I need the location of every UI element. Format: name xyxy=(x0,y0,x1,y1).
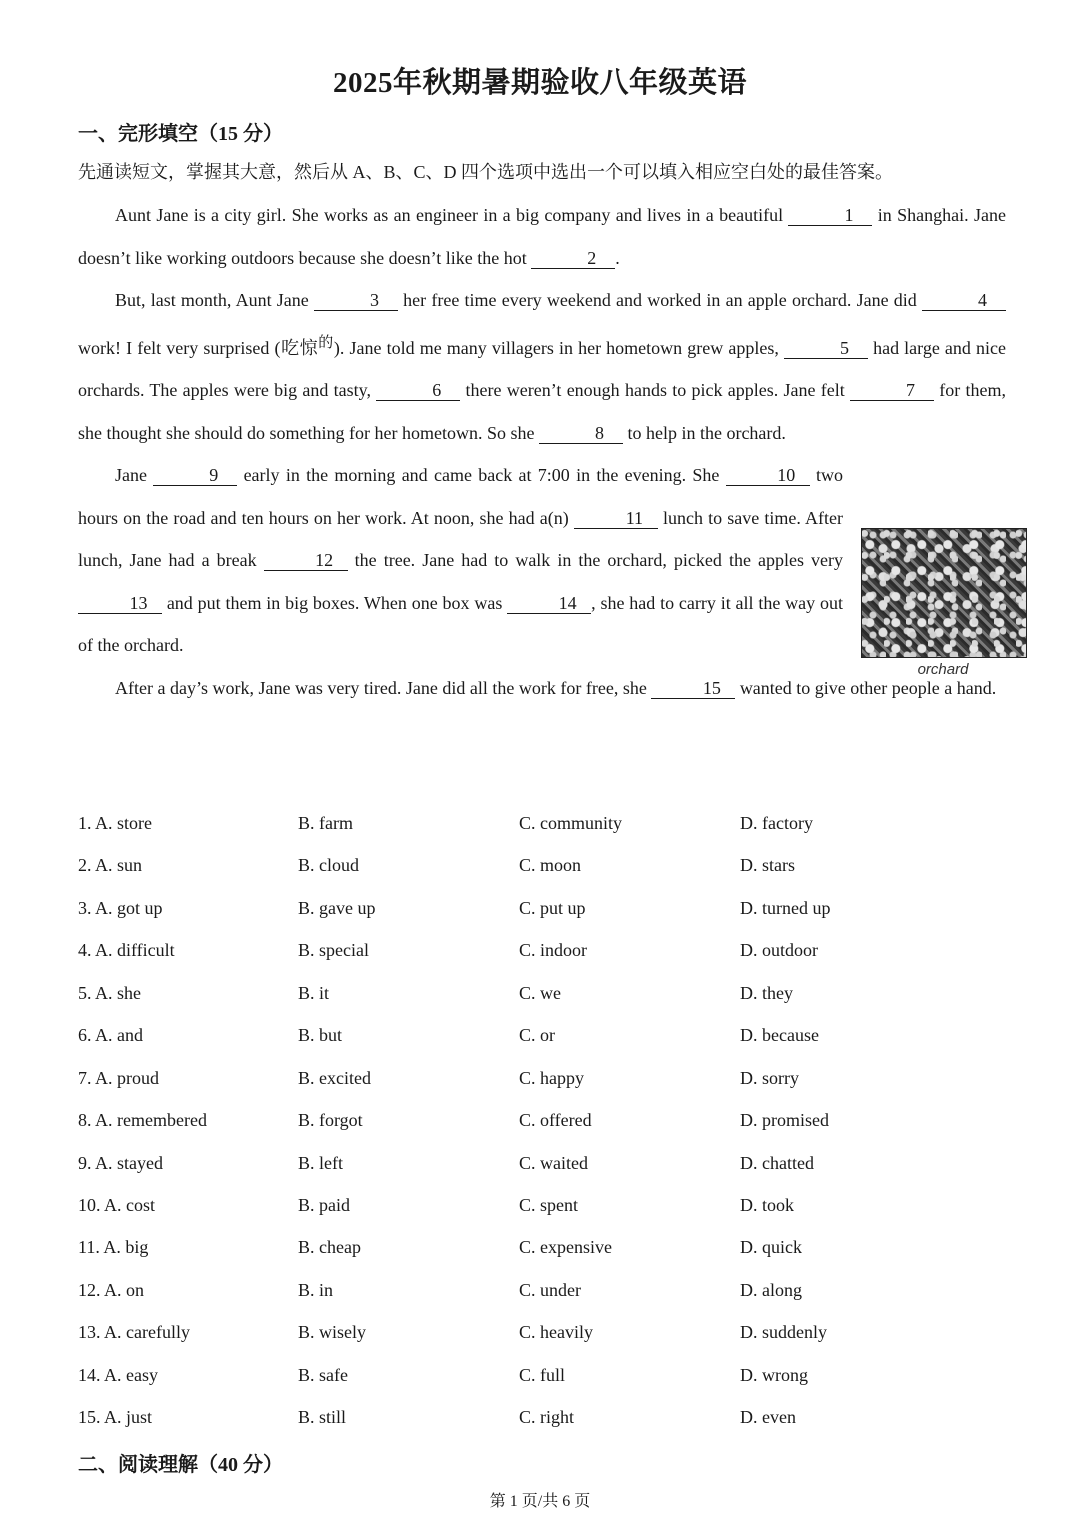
blank-13: 13 xyxy=(78,593,162,614)
option-b: B. cheap xyxy=(298,1237,361,1258)
option-b: B. left xyxy=(298,1152,343,1173)
page-number: 第 1 页/共 6 页 xyxy=(489,1493,591,1510)
option-a: 8. A. remembered xyxy=(78,1110,207,1131)
option-row xyxy=(78,1311,978,1353)
option-row xyxy=(78,1057,978,1099)
option-row xyxy=(78,844,978,886)
option-row xyxy=(78,802,978,844)
option-b: B. it xyxy=(298,982,330,1003)
option-row xyxy=(78,1269,978,1311)
passage-text: , she had to carry it all the way out of the orchard. xyxy=(78,592,843,655)
option-d: D. they xyxy=(740,982,793,1003)
option-a: 1. A. store xyxy=(78,813,152,833)
option-d: D. promised xyxy=(740,1110,829,1131)
option-row xyxy=(78,972,978,1014)
passage-text: the tree. Jane had to walk in the orchard, picked the apples very xyxy=(347,550,843,570)
option-c: C. full xyxy=(519,1364,566,1385)
blank-7: 7 xyxy=(850,380,934,401)
passage-paragraph-3 xyxy=(78,454,843,667)
option-b: B. in xyxy=(298,1279,334,1300)
option-c: C. or xyxy=(519,1025,555,1046)
passage-text: her free time every weekend and worked in an apple orchard. Jane did xyxy=(397,290,922,310)
option-a: 3. A. got up xyxy=(78,897,163,918)
option-c: C. community xyxy=(519,813,622,833)
option-a: 6. A. and xyxy=(78,1025,143,1046)
passage-text: wanted to give other people a hand. xyxy=(735,677,997,698)
option-b: B. cloud xyxy=(298,855,359,876)
passage-text-cn: 吃惊 xyxy=(280,337,319,358)
passage-text: two hours on the road and ten hours on her work. At noon, she had a(n) xyxy=(78,465,844,528)
blank-1: 1 xyxy=(788,205,872,226)
section-heading-cloze: 一、完形填空（15 分） xyxy=(78,123,283,145)
passage-text: and put them in big boxes. When one box was xyxy=(162,592,508,613)
option-row xyxy=(78,1142,978,1184)
option-b: B. special xyxy=(298,940,369,961)
blank-9: 9 xyxy=(153,465,237,486)
option-c: C. we xyxy=(519,982,561,1003)
option-d: D. sorry xyxy=(740,1067,799,1088)
option-row xyxy=(78,1099,978,1141)
blank-4: 4 xyxy=(922,290,1006,311)
passage-text: to help in the orchard. xyxy=(622,422,786,443)
blank-5: 5 xyxy=(784,338,868,359)
passage-text: . xyxy=(615,247,620,268)
option-b: B. farm xyxy=(298,813,353,833)
blank-11: 11 xyxy=(574,508,658,529)
passage-text: for them, she thought she should do something for her hometown. So she xyxy=(78,380,1007,443)
orchard-caption: orchard xyxy=(917,661,969,678)
option-d: D. factory xyxy=(740,813,813,833)
option-a: 9. A. stayed xyxy=(78,1152,163,1173)
passage-paragraph-1 xyxy=(78,194,1006,279)
passage-paragraph-2 xyxy=(78,279,1006,454)
option-c: C. happy xyxy=(519,1067,584,1088)
option-b: B. but xyxy=(298,1025,343,1046)
passage-text: work! I felt very surprised ( xyxy=(78,337,281,358)
blank-3: 3 xyxy=(314,290,398,311)
cloze-instruction: 先通读短文，掌握其大意，然后从 A、B、C、D 四个选项中选出一个可以填入相应空白处的最佳答案。 xyxy=(78,162,894,182)
blank-15: 15 xyxy=(651,678,735,699)
option-row xyxy=(78,887,978,929)
blank-12: 12 xyxy=(264,550,348,571)
option-d: D. wrong xyxy=(740,1364,808,1385)
option-a: 14. A. easy xyxy=(78,1364,158,1385)
option-d: D. turned up xyxy=(740,897,831,918)
option-d: D. along xyxy=(740,1279,802,1300)
option-c: C. heavily xyxy=(519,1322,593,1343)
option-d: D. even xyxy=(740,1407,796,1428)
option-d: D. quick xyxy=(740,1237,802,1258)
option-c: C. offered xyxy=(519,1110,592,1131)
option-c: C. spent xyxy=(519,1194,579,1215)
passage-text: ). Jane told me many villagers in her hometown grew apples, xyxy=(333,337,784,358)
passage-text: in Shanghai. Jane doesn’t like working outdoors because she doesn’t like the hot xyxy=(78,205,1006,268)
option-a: 10. A. cost xyxy=(78,1194,156,1215)
cloze-options xyxy=(78,802,978,1439)
blank-2: 2 xyxy=(531,248,615,269)
option-b: B. excited xyxy=(298,1067,371,1088)
option-a: 11. A. big xyxy=(78,1237,149,1258)
blank-10: 10 xyxy=(726,465,810,486)
option-d: D. chatted xyxy=(740,1152,814,1173)
option-row xyxy=(78,1226,978,1268)
passage-text: had large and nice orchards. The apples were big and tasty, xyxy=(78,337,1006,400)
exam-title: 2025年秋期暑期验收八年级英语 xyxy=(332,67,747,99)
passage-text: there weren’t enough hands to pick apples. Jane felt xyxy=(460,380,850,400)
option-d: D. outdoor xyxy=(740,940,818,961)
passage-text: But, last month, Aunt Jane xyxy=(115,290,314,310)
option-d: D. took xyxy=(740,1194,794,1215)
option-a: 15. A. just xyxy=(78,1407,153,1428)
option-d: D. suddenly xyxy=(740,1322,827,1343)
option-d: D. stars xyxy=(740,855,795,876)
option-a: 2. A. sun xyxy=(78,855,143,876)
option-c: C. expensive xyxy=(519,1237,612,1258)
option-c: C. under xyxy=(519,1279,581,1300)
blank-6: 6 xyxy=(376,380,460,401)
option-a: 7. A. proud xyxy=(78,1067,159,1088)
option-c: C. waited xyxy=(519,1152,588,1173)
blank-8: 8 xyxy=(539,423,623,444)
blank-14: 14 xyxy=(507,593,591,614)
option-b: B. safe xyxy=(298,1364,348,1385)
option-row xyxy=(78,1396,978,1438)
orchard-figure xyxy=(861,528,1025,680)
passage-text: lunch to save time. After lunch, Jane had a break xyxy=(78,507,844,570)
passage-text-cn-sup: 的 xyxy=(318,334,334,351)
orchard-photo xyxy=(861,528,1027,658)
option-b: B. forgot xyxy=(298,1110,363,1131)
option-d: D. because xyxy=(740,1025,819,1046)
option-a: 13. A. carefully xyxy=(78,1322,190,1343)
option-b: B. still xyxy=(298,1407,347,1428)
option-row xyxy=(78,1014,978,1056)
option-c: C. moon xyxy=(519,855,582,876)
option-row xyxy=(78,1354,978,1396)
passage-text: Aunt Jane is a city girl. She works as an engineer in a big company and lives in a beautiful xyxy=(115,205,789,225)
option-b: B. paid xyxy=(298,1194,350,1215)
option-a: 5. A. she xyxy=(78,982,141,1003)
option-c: C. put up xyxy=(519,897,586,918)
option-row xyxy=(78,929,978,971)
section-heading-reading: 二、阅读理解（40 分） xyxy=(78,1454,283,1476)
option-c: C. indoor xyxy=(519,940,588,961)
option-c: C. right xyxy=(519,1407,575,1428)
passage-text: After a day’s work, Jane was very tired. Jane did all the work for free, she xyxy=(115,677,652,698)
option-row xyxy=(78,1184,978,1226)
option-b: B. gave up xyxy=(298,897,376,918)
passage-text: early in the morning and came back at 7:00 in the evening. She xyxy=(237,465,726,485)
passage-text: Jane xyxy=(115,465,154,485)
option-b: B. wisely xyxy=(298,1322,367,1343)
option-a: 4. A. difficult xyxy=(78,940,175,961)
option-a: 12. A. on xyxy=(78,1279,145,1300)
